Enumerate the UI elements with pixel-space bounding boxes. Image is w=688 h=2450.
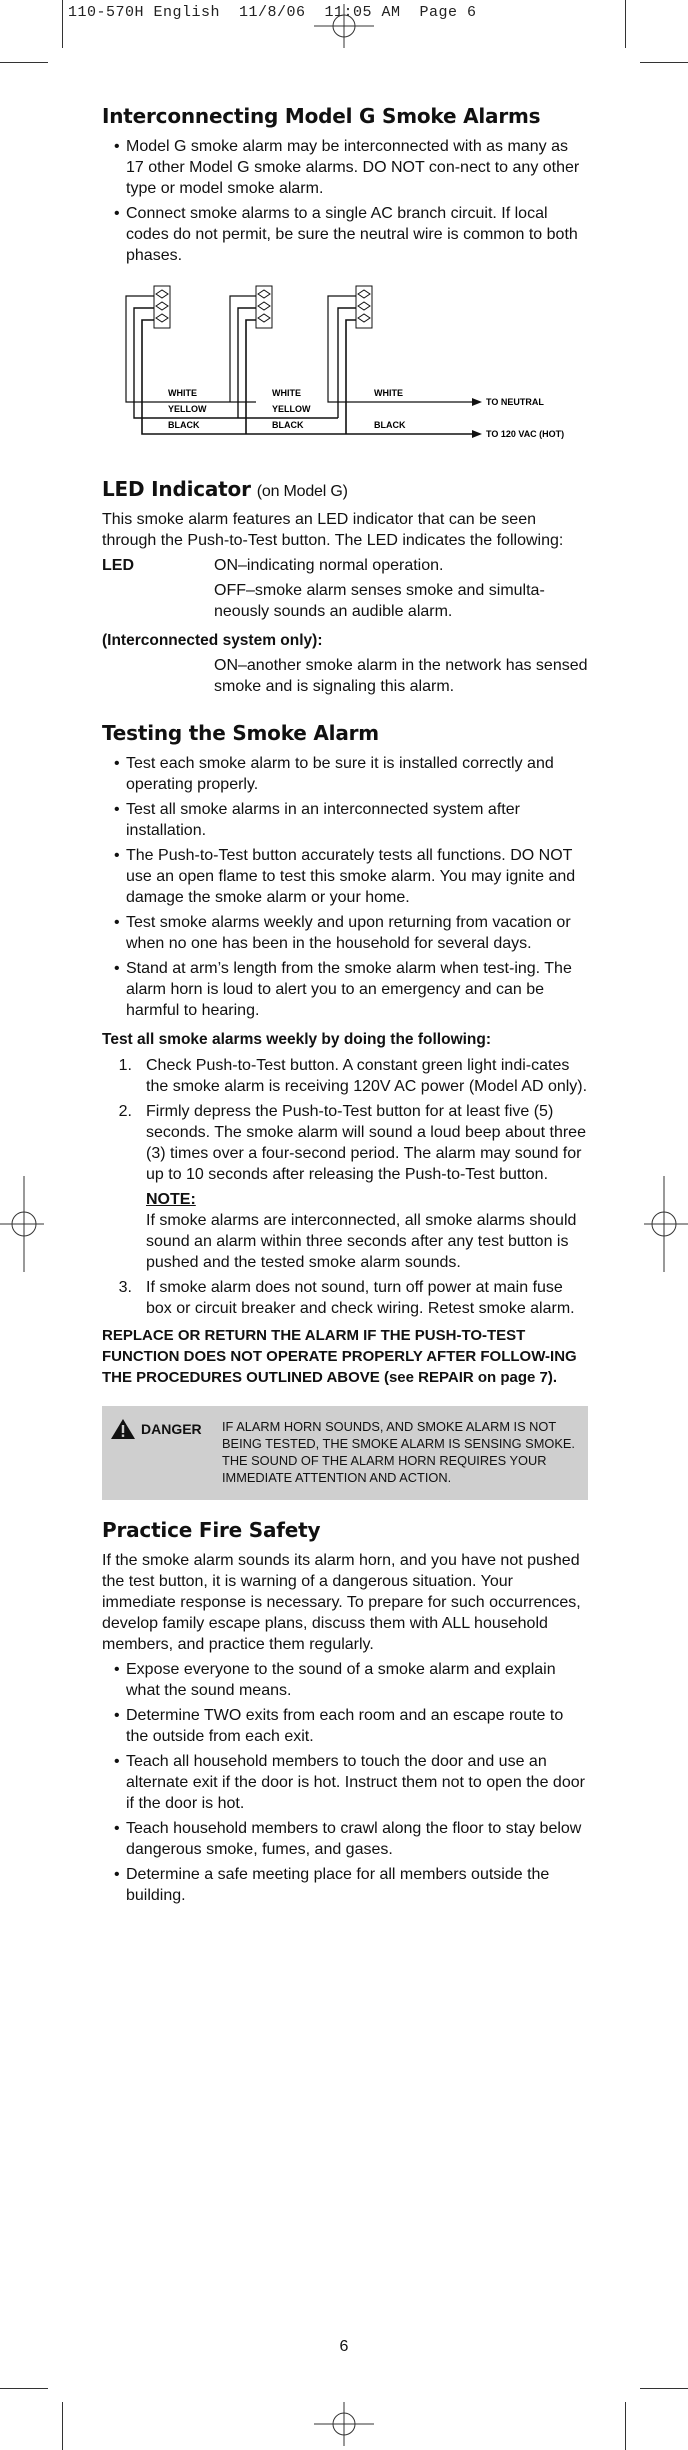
led-section <box>102 477 588 697</box>
wire-label-white: WHITE <box>374 388 403 398</box>
led-title-text: LED Indicator <box>102 477 251 501</box>
list-item <box>102 1277 588 1319</box>
interconnect-section <box>102 104 588 449</box>
page-content <box>102 104 588 1930</box>
crop-mark <box>640 62 688 63</box>
crop-mark <box>625 2402 626 2450</box>
testing-title: Testing the Smoke Alarm <box>102 721 379 745</box>
testing-section <box>102 721 588 1388</box>
alarm-connector-icon <box>356 286 372 328</box>
list-item: • Test smoke alarms weekly and upon returning from vacation or when no one has been in the household for several days. <box>102 912 588 954</box>
wire-label-yellow: YELLOW <box>168 404 207 414</box>
led-interconnected-row <box>102 655 588 697</box>
arrow-right-icon <box>472 398 482 406</box>
danger-label-wrap <box>110 1418 222 1486</box>
wire-label-yellow: YELLOW <box>272 404 311 414</box>
list-item: • Connect smoke alarms to a single AC branch circuit. If local codes do not permit, be sure the neutral wire is common to both phases. <box>102 203 588 266</box>
list-item: • Stand at arm’s length from the smoke alarm when test-ing. The alarm horn is loud to alert you to an emergency and can be harmful to hearing. <box>102 958 588 1021</box>
crop-mark <box>0 2388 48 2389</box>
list-item <box>102 1055 588 1097</box>
list-item: • Determine a safe meeting place for all members outside the building. <box>102 1864 588 1906</box>
list-item: • Test each smoke alarm to be sure it is installed correctly and operating properly. <box>102 753 588 795</box>
fire-safety-list <box>102 1659 588 1906</box>
led-intro: This smoke alarm features an LED indicator that can be seen through the Push-to-Test button. The LED indicates the following: <box>102 511 564 549</box>
wiring-diagram <box>102 284 588 449</box>
to-hot-label: TO 120 VAC (HOT) <box>486 429 565 439</box>
warning-triangle-icon <box>110 1418 136 1440</box>
list-item: • Determine TWO exits from each room and an escape route to the outside from each exit. <box>102 1705 588 1747</box>
danger-box <box>102 1406 588 1500</box>
note-label: NOTE: <box>146 1191 196 1208</box>
interconnected-label: (Interconnected system only): <box>102 632 323 649</box>
weekly-steps <box>102 1055 588 1319</box>
registration-mark-icon <box>0 1176 44 1272</box>
alarm-connector-icon <box>154 286 170 328</box>
led-off-text: OFF–smoke alarm senses smoke and simulta-neously sounds an audible alarm. <box>214 582 545 620</box>
step-number: 3. <box>118 1279 132 1296</box>
list-item: • Teach all household members to touch the door and use an alternate exit if the door is hot. Instruct them not to open the door if the door is hot. <box>102 1751 588 1814</box>
interconnect-list <box>102 136 588 266</box>
replace-warning: REPLACE OR RETURN THE ALARM IF THE PUSH-TO-TEST FUNCTION DOES NOT OPERATE PROPERLY AFTER FOLLOW-ING THE PROCEDURES OUTLINED ABOVE (see REPAIR on page 7). <box>102 1327 577 1386</box>
step-number: 1. <box>118 1057 132 1074</box>
wiring-diagram-svg <box>102 284 588 444</box>
led-title <box>102 477 588 501</box>
registration-mark-icon <box>314 4 374 48</box>
crop-mark <box>640 2388 688 2389</box>
wire-label-white: WHITE <box>168 388 197 398</box>
step-text: Firmly depress the Push-to-Test button for at least five (5) seconds. The smoke alarm will sound a loud beep about three (3) times over a four-second period. The alarm may sound for up to 10 seconds after releasing the Push-to-Test button. <box>146 1103 586 1183</box>
step-number: 2. <box>118 1103 132 1120</box>
led-off-row <box>102 580 588 622</box>
wire-label-black: BLACK <box>168 420 200 430</box>
step-text: Check Push-to-Test button. A constant green light indi-cates the smoke alarm is receiving 120V AC power (Model AD only). <box>146 1057 588 1095</box>
step-text: If smoke alarm does not sound, turn off power at main fuse box or circuit breaker and check wiring. Retest smoke alarm. <box>146 1279 575 1317</box>
led-on-text: ON–indicating normal operation. <box>214 557 444 574</box>
print-slug: 110-570H English 11/8/06 11:05 AM Page 6 <box>68 4 477 21</box>
arrow-right-icon <box>472 430 482 438</box>
list-item <box>102 1101 588 1273</box>
list-item: • Expose everyone to the sound of a smoke alarm and explain what the sound means. <box>102 1659 588 1701</box>
page-number: 6 <box>339 2338 349 2355</box>
note-text: If smoke alarms are interconnected, all smoke alarms should sound an alarm within three seconds after any test button is pushed and the tested smoke alarm sounds. <box>146 1212 577 1271</box>
list-item: • The Push-to-Test button accurately tests all functions. DO NOT use an open flame to test this smoke alarm. You may ignite and damage the smoke alarm or your home. <box>102 845 588 908</box>
crop-mark <box>62 2402 63 2450</box>
fire-safety-section <box>102 1518 588 1906</box>
wire-label-black: BLACK <box>374 420 406 430</box>
list-item: • Teach household members to crawl along the floor to stay below dangerous smoke, fumes, and gases. <box>102 1818 588 1860</box>
crop-mark <box>625 0 626 48</box>
to-neutral-label: TO NEUTRAL <box>486 397 544 407</box>
led-on-row <box>102 555 588 576</box>
led-title-sub: (on Model G) <box>256 483 348 500</box>
fire-safety-title: Practice Fire Safety <box>102 1518 321 1542</box>
registration-mark-icon <box>314 2402 374 2446</box>
list-item: • Test all smoke alarms in an interconnected system after installation. <box>102 799 588 841</box>
led-label: LED <box>102 557 134 574</box>
list-item: • Model G smoke alarm may be interconnected with as many as 17 other Model G smoke alarms. DO NOT con-nect to any other type or model smoke alarm. <box>102 136 588 199</box>
crop-mark <box>0 62 48 63</box>
weekly-heading: Test all smoke alarms weekly by doing the following: <box>102 1031 492 1048</box>
testing-list <box>102 753 588 1021</box>
wire-label-white: WHITE <box>272 388 301 398</box>
wire-label-black: BLACK <box>272 420 304 430</box>
crop-mark <box>62 0 63 48</box>
fire-safety-intro: If the smoke alarm sounds its alarm horn, and you have not pushed the test button, it is warning of a dangerous situation. Your immediate response is necessary. To prepare for such occurrences, develop family escape plans, discuss them with ALL household members, and practice them regularly. <box>102 1552 581 1653</box>
danger-text: IF ALARM HORN SOUNDS, AND SMOKE ALARM IS NOT BEING TESTED, THE SMOKE ALARM IS SENSING SMOKE. THE SOUND OF THE ALARM HORN REQUIRES YOUR IMMEDIATE ATTENTION AND ACTION. <box>222 1419 575 1485</box>
interconnect-title: Interconnecting Model G Smoke Alarms <box>102 104 541 128</box>
danger-label: DANGER <box>141 1421 202 1437</box>
led-interconnected-text: ON–another smoke alarm in the network has sensed smoke and is signaling this alarm. <box>214 657 588 695</box>
registration-mark-icon <box>644 1176 688 1272</box>
alarm-connector-icon <box>256 286 272 328</box>
